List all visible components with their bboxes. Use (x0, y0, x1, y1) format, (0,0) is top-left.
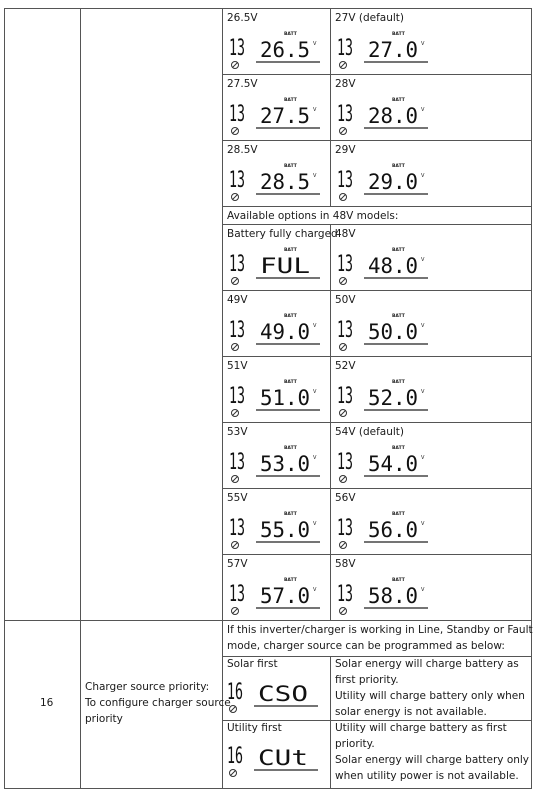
option-description: first priority. (335, 674, 399, 686)
volt-unit: V (421, 455, 425, 461)
volt-unit: V (421, 107, 425, 113)
lcd-display (336, 244, 432, 288)
lcd-value: 49.0 (260, 320, 310, 344)
table-rule (330, 554, 331, 621)
lcd-value: 55.0 (260, 518, 310, 542)
table-rule (330, 356, 331, 423)
lcd-display (336, 160, 432, 204)
volt-unit: V (421, 587, 425, 593)
lcd-program-number: 13 (229, 582, 245, 607)
option-label: 28.5V (227, 144, 258, 156)
batt-label: BATT (392, 248, 405, 253)
lcd-display (228, 94, 324, 138)
table-rule (4, 620, 532, 621)
option-description: Solar energy will charge battery as (335, 658, 519, 670)
lcd-program-number: 13 (337, 384, 353, 409)
lcd-display (336, 94, 432, 138)
options-48v-header: Available options in 48V models: (227, 210, 399, 222)
lcd-display (228, 574, 324, 618)
lcd-value: CSO (258, 682, 308, 706)
lcd-display (226, 736, 322, 780)
item-number: 16 (40, 697, 54, 709)
lcd-value: 57.0 (260, 584, 310, 608)
table-rule (80, 8, 81, 789)
table-rule (222, 422, 532, 423)
lcd-display (226, 672, 322, 716)
lcd-value: 52.0 (368, 386, 418, 410)
volt-unit: V (313, 455, 317, 461)
table-rule (222, 720, 532, 721)
batt-label: BATT (392, 578, 405, 583)
batt-label: BATT (284, 248, 297, 253)
lcd-display (228, 310, 324, 354)
table-rule (222, 206, 532, 207)
lcd-value: 51.0 (260, 386, 310, 410)
lcd-value: 27.0 (368, 38, 418, 62)
table-rule (330, 720, 331, 789)
option-description: priority. (335, 738, 375, 750)
option-label: Utility first (227, 722, 282, 734)
table-rule (222, 8, 223, 789)
lcd-program-number: 13 (229, 252, 245, 277)
item-intro: mode, charger source can be programmed as below: (227, 640, 505, 652)
lcd-display (336, 442, 432, 486)
volt-unit: V (313, 389, 317, 395)
lcd-display (228, 442, 324, 486)
lcd-display (336, 508, 432, 552)
table-rule (330, 8, 331, 75)
option-label: 27.5V (227, 78, 258, 90)
batt-label: BATT (284, 32, 297, 37)
table-rule (531, 8, 532, 789)
option-label: Solar first (227, 658, 278, 670)
lcd-program-number: 13 (337, 36, 353, 61)
lcd-program-number: 16 (227, 744, 243, 769)
lcd-display (228, 160, 324, 204)
item-title: Charger source priority: (85, 681, 210, 693)
table-rule (222, 74, 532, 75)
option-label: 57V (227, 558, 248, 570)
lcd-value: 27.5 (260, 104, 310, 128)
option-label: 49V (227, 294, 248, 306)
volt-unit: V (313, 41, 317, 47)
lcd-value: 53.0 (260, 452, 310, 476)
lcd-value: 26.5 (260, 38, 310, 62)
volt-unit: V (313, 173, 317, 179)
table-rule (4, 788, 532, 789)
lcd-value: 29.0 (368, 170, 418, 194)
lcd-display (336, 574, 432, 618)
option-label: 55V (227, 492, 248, 504)
option-label: 26.5V (227, 12, 258, 24)
lcd-program-number: 13 (337, 252, 353, 277)
lcd-program-number: 13 (229, 102, 245, 127)
option-description: Utility will charge battery only when (335, 690, 525, 702)
option-label: 58V (335, 558, 356, 570)
lcd-program-number: 13 (229, 318, 245, 343)
lcd-program-number: 13 (337, 102, 353, 127)
option-label: 53V (227, 426, 248, 438)
volt-unit: V (313, 587, 317, 593)
table-rule (330, 422, 331, 489)
table-rule (222, 290, 532, 291)
lcd-value: 28.5 (260, 170, 310, 194)
table-rule (330, 140, 331, 207)
option-label: 48V (335, 228, 356, 240)
batt-label: BATT (284, 98, 297, 103)
option-label: 52V (335, 360, 356, 372)
lcd-value: CUt (258, 746, 308, 770)
batt-label: BATT (284, 446, 297, 451)
lcd-program-number: 13 (229, 516, 245, 541)
batt-label: BATT (392, 32, 405, 37)
volt-unit: V (421, 389, 425, 395)
lcd-program-number: 13 (337, 450, 353, 475)
batt-label: BATT (392, 98, 405, 103)
volt-unit: V (421, 323, 425, 329)
volt-unit: V (313, 323, 317, 329)
option-label: 50V (335, 294, 356, 306)
lcd-display (336, 310, 432, 354)
table-rule (222, 554, 532, 555)
lcd-display (336, 28, 432, 72)
lcd-value: 58.0 (368, 584, 418, 608)
lcd-program-number: 13 (337, 318, 353, 343)
batt-label: BATT (284, 578, 297, 583)
lcd-display (228, 244, 324, 288)
table-rule (222, 488, 532, 489)
volt-unit: V (421, 257, 425, 263)
lcd-value: 56.0 (368, 518, 418, 542)
lcd-program-number: 13 (229, 384, 245, 409)
batt-label: BATT (284, 380, 297, 385)
item-title: To configure charger source (85, 697, 231, 709)
lcd-program-number: 13 (229, 168, 245, 193)
batt-label: BATT (392, 164, 405, 169)
lcd-program-number: 13 (337, 582, 353, 607)
option-label: 27V (default) (335, 12, 405, 24)
lcd-program-number: 13 (229, 450, 245, 475)
option-label: 28V (335, 78, 356, 90)
batt-label: BATT (392, 512, 405, 517)
option-label: 51V (227, 360, 248, 372)
table-rule (330, 488, 331, 555)
item-title: priority (85, 713, 123, 725)
lcd-display (228, 376, 324, 420)
volt-unit: V (313, 521, 317, 527)
option-label: 54V (default) (335, 426, 405, 438)
lcd-value: FUL (260, 254, 310, 278)
table-rule (4, 8, 5, 789)
batt-label: BATT (284, 512, 297, 517)
lcd-value: 48.0 (368, 254, 418, 278)
volt-unit: V (421, 521, 425, 527)
lcd-display (228, 508, 324, 552)
table-rule (4, 8, 532, 9)
option-label: 56V (335, 492, 356, 504)
lcd-program-number: 13 (337, 168, 353, 193)
option-description: Solar energy will charge battery only (335, 754, 530, 766)
batt-label: BATT (392, 380, 405, 385)
volt-unit: V (421, 41, 425, 47)
lcd-value: 50.0 (368, 320, 418, 344)
option-description: Utility will charge battery as first (335, 722, 507, 734)
lcd-display (336, 376, 432, 420)
table-rule (222, 656, 532, 657)
volt-unit: V (421, 173, 425, 179)
option-label: Battery fully charged (227, 228, 338, 240)
option-label: 29V (335, 144, 356, 156)
table-rule (330, 656, 331, 721)
table-rule (222, 140, 532, 141)
option-description: when utility power is not available. (335, 770, 519, 782)
table-rule (330, 290, 331, 357)
batt-label: BATT (392, 446, 405, 451)
table-rule (330, 74, 331, 141)
lcd-display (228, 28, 324, 72)
item-intro: If this inverter/charger is working in Line, Standby or Fault (227, 624, 533, 636)
option-description: solar energy is not available. (335, 706, 487, 718)
batt-label: BATT (284, 314, 297, 319)
lcd-program-number: 16 (227, 680, 243, 705)
lcd-program-number: 13 (337, 516, 353, 541)
table-rule (222, 356, 532, 357)
lcd-program-number: 13 (229, 36, 245, 61)
lcd-value: 54.0 (368, 452, 418, 476)
table-rule (222, 224, 532, 225)
batt-label: BATT (284, 164, 297, 169)
batt-label: BATT (392, 314, 405, 319)
volt-unit: V (313, 107, 317, 113)
lcd-value: 28.0 (368, 104, 418, 128)
